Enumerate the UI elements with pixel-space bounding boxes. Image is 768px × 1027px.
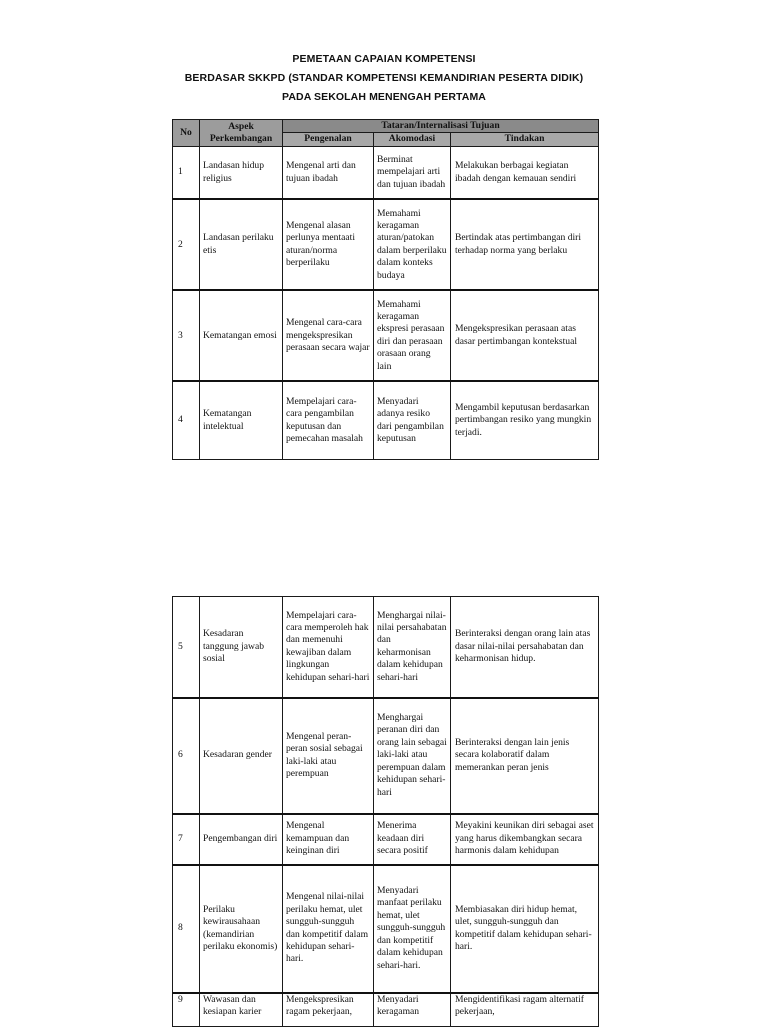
- row-number: 8: [173, 865, 200, 993]
- row-number: 2: [173, 199, 200, 290]
- row-number: 9: [173, 993, 200, 1027]
- competency-table-part-1: [172, 119, 599, 460]
- row-aspek: Kesadaran gender: [200, 698, 283, 814]
- row-number: 1: [173, 146, 200, 199]
- table-row: [173, 698, 599, 814]
- row-pengenalan: Mempelajari cara-cara pengambilan keputusan dan pemecahan masalah: [283, 381, 374, 459]
- table-row: [173, 814, 599, 865]
- row-akomodasi: Berminat mempelajari arti dan tujuan ibadah: [374, 146, 451, 199]
- row-pengenalan: Mengenal kemampuan dan keinginan diri: [283, 814, 374, 865]
- row-tindakan: Berinteraksi dengan orang lain atas dasar nilai-nilai persahabatan dan keharmonisan hidup.: [451, 597, 599, 698]
- row-aspek: Kematangan emosi: [200, 290, 283, 381]
- document-title: [0, 50, 768, 107]
- row-akomodasi: Memahami keragaman aturan/patokan dalam berperilaku dalam konteks budaya: [374, 199, 451, 290]
- header-akomodasi: Akomodasi: [374, 133, 451, 146]
- row-aspek: Landasan perilaku etis: [200, 199, 283, 290]
- table-row: [173, 146, 599, 199]
- row-pengenalan: Mengenal arti dan tujuan ibadah: [283, 146, 374, 199]
- row-tindakan: Melakukan berbagai kegiatan ibadah dengan kemauan sendiri: [451, 146, 599, 199]
- table-row: [173, 381, 599, 459]
- row-akomodasi: Memahami keragaman ekspresi perasaan diri dan perasaan orasaan orang lain: [374, 290, 451, 381]
- header-tindakan: Tindakan: [451, 133, 599, 146]
- row-pengenalan: Mempelajari cara-cara memperoleh hak dan memenuhi kewajiban dalam lingkungan kehidupan sehari-hari: [283, 597, 374, 698]
- row-number: 7: [173, 814, 200, 865]
- table-row: [173, 993, 599, 1027]
- header-pengenalan: Pengenalan: [283, 133, 374, 146]
- row-akomodasi: Menyadari manfaat perilaku hemat, ulet sungguh-sungguh dan kompetitif dalam kehidupan sehari-hari.: [374, 865, 451, 993]
- row-number: 6: [173, 698, 200, 814]
- row-tindakan: Bertindak atas pertimbangan diri terhadap norma yang berlaku: [451, 199, 599, 290]
- row-akomodasi: Menyadari adanya resiko dari pengambilan keputusan: [374, 381, 451, 459]
- row-number: 3: [173, 290, 200, 381]
- row-tindakan: Meyakini keunikan diri sebagai aset yang harus dikembangkan secara harmonis dalam kehidupan: [451, 814, 599, 865]
- competency-table-part-2: [172, 596, 599, 1027]
- table-row: [173, 597, 599, 698]
- row-aspek: Wawasan dan kesiapan karier: [200, 993, 283, 1027]
- row-tindakan: Mengekspresikan perasaan atas dasar pertimbangan kontekstual: [451, 290, 599, 381]
- row-aspek: Perilaku kewirausahaan (kemandirian perilaku ekonomis): [200, 865, 283, 993]
- row-pengenalan: Mengenal peran-peran sosial sebagai laki-laki atau perempuan: [283, 698, 374, 814]
- table-row: [173, 199, 599, 290]
- row-aspek: Kematangan intelektual: [200, 381, 283, 459]
- row-number: 4: [173, 381, 200, 459]
- row-akomodasi: Menghargai nilai-nilai persahabatan dan keharmonisan dalam kehidupan sehari-hari: [374, 597, 451, 698]
- header-tataran: Tataran/Internalisasi Tujuan: [283, 120, 599, 133]
- table-row: [173, 865, 599, 993]
- row-tindakan: Membiasakan diri hidup hemat, ulet, sungguh-sungguh dan kompetitif dalam kehidupan sehari-hari.: [451, 865, 599, 993]
- row-akomodasi: Menghargai peranan diri dan orang lain sebagai laki-laki atau perempuan dalam kehidupan sehari-hari: [374, 698, 451, 814]
- title-line-2: BERDASAR SKKPD (STANDAR KOMPETENSI KEMANDIRIAN PESERTA DIDIK): [184, 72, 584, 84]
- row-aspek: Landasan hidup religius: [200, 146, 283, 199]
- row-akomodasi: Menyadari keragaman: [374, 993, 451, 1027]
- row-tindakan: Mengidentifikasi ragam alternatif pekerjaan,: [451, 993, 599, 1027]
- title-line-3: PADA SEKOLAH MENENGAH PERTAMA: [282, 91, 486, 103]
- row-aspek: Pengembangan diri: [200, 814, 283, 865]
- row-pengenalan: Mengenal alasan perlunya mentaati aturan/norma berperilaku: [283, 199, 374, 290]
- table-row: [173, 290, 599, 381]
- row-pengenalan: Mengenal cara-cara mengekspresikan perasaan secara wajar: [283, 290, 374, 381]
- row-tindakan: Mengambil keputusan berdasarkan pertimbangan resiko yang mungkin terjadi.: [451, 381, 599, 459]
- row-tindakan: Berinteraksi dengan lain jenis secara kolaboratif dalam memerankan peran jenis: [451, 698, 599, 814]
- row-number: 5: [173, 597, 200, 698]
- title-line-1: PEMETAAN CAPAIAN KOMPETENSI: [292, 53, 476, 65]
- row-aspek: Kesadaran tanggung jawab sosial: [200, 597, 283, 698]
- row-pengenalan: Mengenal nilai-nilai perilaku hemat, ulet sungguh-sungguh dan kompetitif dalam kehidupan sehari-hari.: [283, 865, 374, 993]
- header-aspek: Aspek Perkembangan: [200, 120, 283, 147]
- header-no: No: [173, 120, 200, 147]
- row-pengenalan: Mengekspresikan ragam pekerjaan,: [283, 993, 374, 1027]
- row-akomodasi: Menerima keadaan diri secara positif: [374, 814, 451, 865]
